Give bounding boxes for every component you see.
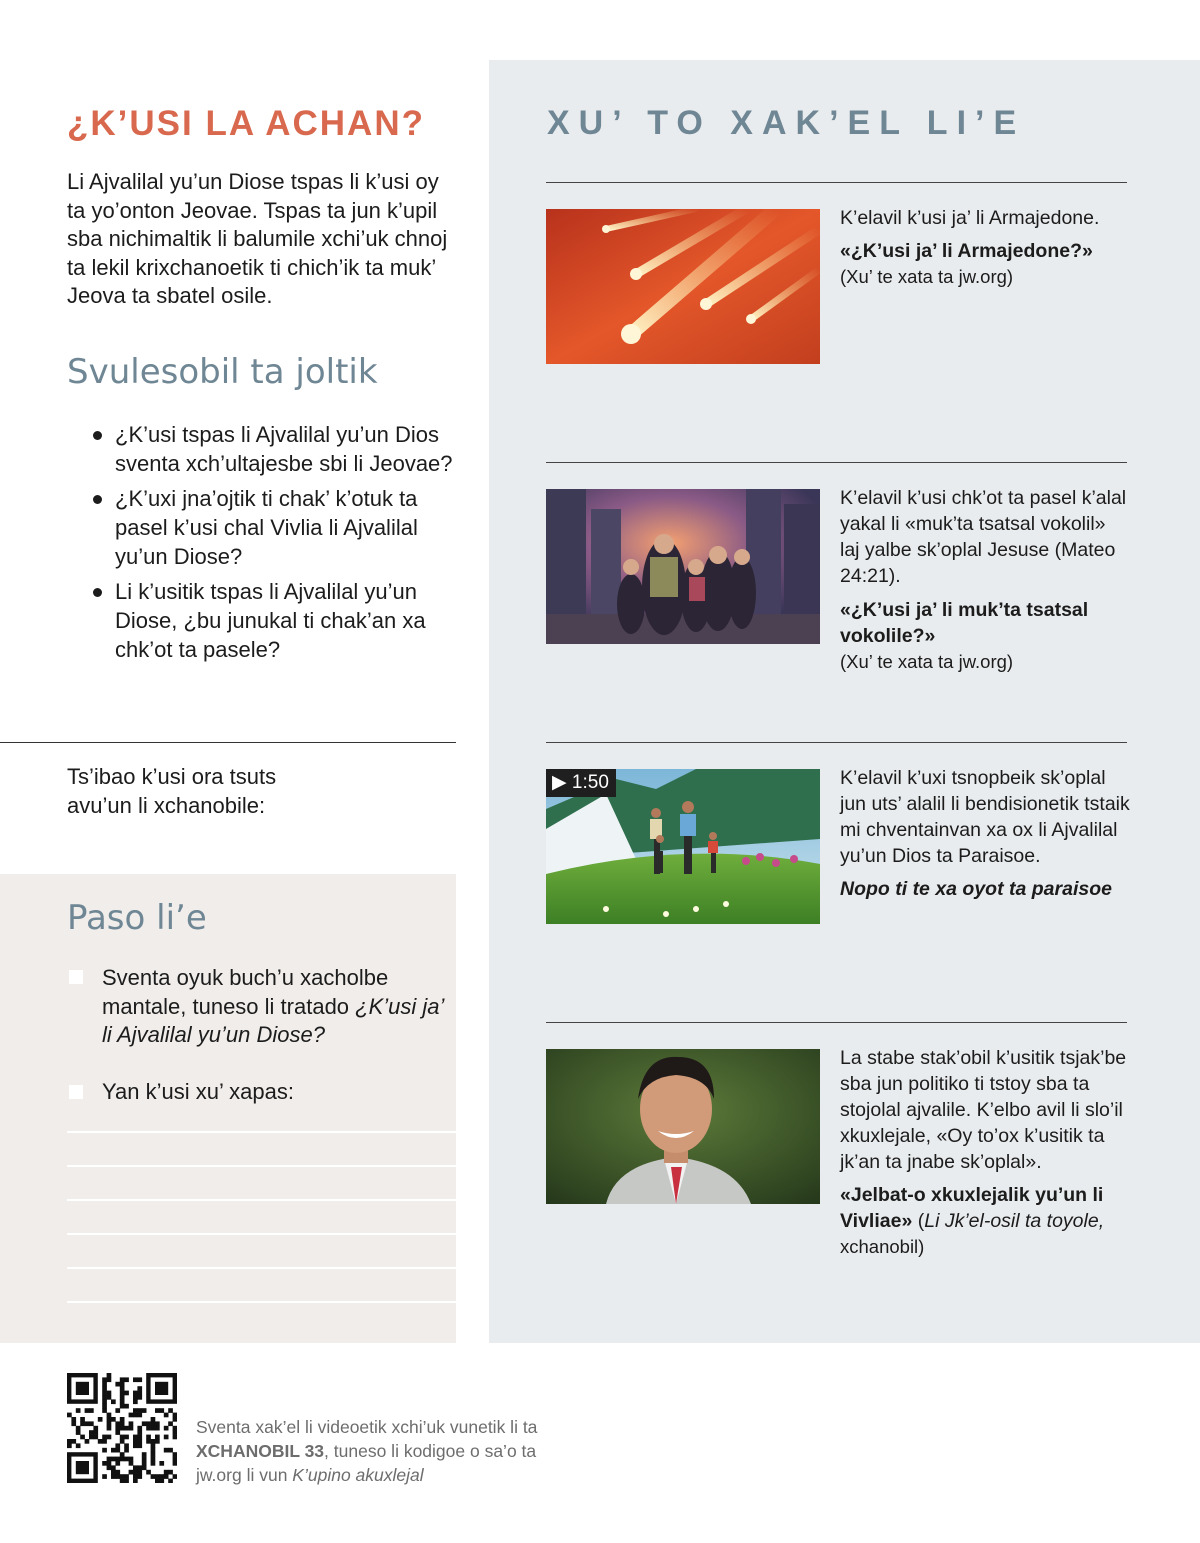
- writing-line[interactable]: [67, 1301, 456, 1303]
- link-note: (Xu’ te xata ta jw.org): [840, 266, 1014, 287]
- review-title: Svulesobil ta joltik: [67, 352, 378, 392]
- divider: [546, 742, 1127, 743]
- video-duration: 1:50: [571, 772, 609, 793]
- writing-line[interactable]: [67, 1131, 456, 1133]
- intro-paragraph: Li Ajvalilal yu’un Diose tspas li k’usi oy ta yo’onton Jeovae. Tspas ta jun k’upil sba nichimaltik li balumile xchi’uk chnoj ta lekil krixchanoetik ti chich’ik ta muk’ Jeova ta sbatel osile.: [67, 169, 448, 308]
- article-title[interactable]: «¿K’usi ja’ li muk’ta tsatsal vokolile?»: [840, 599, 1089, 647]
- lesson-number: XCHANOBIL 33: [196, 1441, 325, 1461]
- review-questions: [93, 420, 455, 670]
- footer-text: , tuneso li kodigoe o sa’o ta jw.org li vun: [196, 1441, 537, 1485]
- magazine-name: Li Jk’el-osil ta toyole,: [924, 1210, 1105, 1232]
- footer-instructions: [196, 1415, 556, 1487]
- article-link[interactable]: [840, 238, 1130, 290]
- video-duration-badge[interactable]: [546, 769, 616, 797]
- checkbox[interactable]: [69, 1085, 83, 1099]
- writing-line[interactable]: [67, 1233, 456, 1235]
- article-title[interactable]: «Jelbat-o xkuxlejalik yu’un li Vivliae»: [840, 1184, 1104, 1232]
- activity-item-other: Yan k’usi xu’ xapas:: [102, 1079, 294, 1104]
- activity-item-text: Sventa oyuk buch’u xacholbe mantale, tuneso li tratado: [102, 965, 389, 1019]
- item-description: K’elavil k’usi chk’ot ta pasel k’alal yakal li «muk’ta tsatsal vokolil» laj yalbe sk’oplal Jesuse (Mateo 24:21).: [840, 487, 1127, 587]
- checkbox[interactable]: [69, 970, 83, 984]
- write-date-prompt: Ts’ibao k’usi ora tsuts avu’un li xchanobile:: [67, 764, 277, 818]
- divider: [546, 182, 1127, 183]
- review-question: ¿K’uxi jna’ojtik ti chak’ k’otuk ta pasel k’usi chal Vivlia li Ajvalilal yu’un Diose?: [93, 484, 455, 571]
- item-description: K’elavil k’uxi tsnopbeik sk’oplal jun uts’ alalil li bendisionetik tstaik mi chventainvan xa ox li Ajvalilal yu’un Dios ta Paraisoe.: [840, 767, 1130, 867]
- divider: [0, 742, 456, 743]
- divider: [546, 462, 1127, 463]
- footer-text: Sventa xak’el li videoetik xchi’uk vunetik li ta: [196, 1417, 538, 1437]
- activity-item-tract: [102, 964, 452, 1050]
- writing-line[interactable]: [67, 1267, 456, 1269]
- politician-portrait-image[interactable]: [546, 1049, 820, 1204]
- brochure-title: K’upino akuxlejal: [292, 1465, 424, 1485]
- review-question: ¿K’usi tspas li Ajvalilal yu’un Dios sventa xch’ultajesbe sbi li Jeovae?: [93, 420, 455, 478]
- review-question: Li k’usitik tspas li Ajvalilal yu’un Diose, ¿bu junukal ti chak’an xa chk’ot ta pasele?: [93, 577, 455, 664]
- further-study-title: XU’ TO XAK’EL LI’E: [547, 104, 1026, 142]
- family-in-paradise-video[interactable]: [546, 769, 820, 924]
- qr-code[interactable]: [67, 1373, 177, 1483]
- article-link[interactable]: «Jelbat-o xkuxlejalik yu’un li Vivliae» (Li Jk’el-osil ta toyole, xchanobil): [840, 1184, 1105, 1257]
- falling-meteors-image[interactable]: [546, 209, 820, 364]
- tract-title: ¿K’usi ja’ li Ajvalilal yu’un Diose?: [102, 993, 444, 1047]
- writing-line[interactable]: [67, 1165, 456, 1167]
- video-link[interactable]: [840, 876, 1130, 902]
- link-note: xchanobil): [840, 1236, 925, 1257]
- divider: [546, 1022, 1127, 1023]
- writing-line[interactable]: [67, 1199, 456, 1201]
- activity-title: Paso li’e: [67, 898, 207, 938]
- family-in-destroyed-city-image[interactable]: [546, 489, 820, 644]
- video-title[interactable]: Nopo ti te xa oyot ta paraisoe: [840, 878, 1112, 900]
- play-icon[interactable]: ▶: [552, 772, 567, 793]
- item-description: La stabe stak’obil k’usitik tsjak’be sba jun politiko ti tstoy sba ta stojolal ajvalile. K’elbo avil li slo’il xkuxlejale, «Oy to’ox k’usitik ta jk’an ta jnabe sk’oplal».: [840, 1047, 1127, 1173]
- link-note: (Xu’ te xata ta jw.org): [840, 651, 1014, 672]
- article-title[interactable]: «¿K’usi ja’ li Armajedone?»: [840, 240, 1093, 262]
- article-link[interactable]: [840, 597, 1130, 675]
- item-description: K’elavil k’usi ja’ li Armajedone.: [840, 207, 1100, 229]
- activity-box: [0, 874, 456, 1343]
- section-title: ¿K’USI LA ACHAN?: [67, 104, 425, 143]
